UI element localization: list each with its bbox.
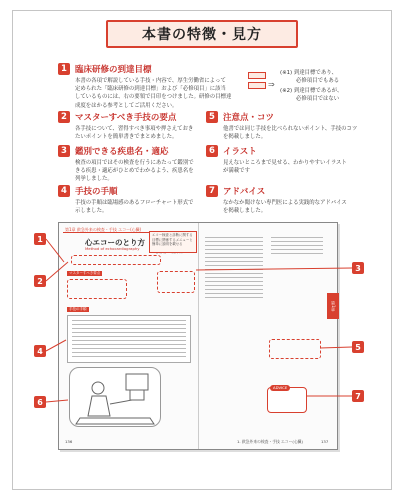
- sample-section-label: 第1章 救急外来の検査・手技 エコー(心臓): [65, 227, 142, 232]
- callout-5: 5: [352, 341, 364, 353]
- sample-page-number-right: 137: [321, 439, 329, 444]
- feature-number: 7: [206, 185, 218, 197]
- callout-2: 2: [34, 275, 46, 287]
- feature-item-7: [206, 184, 376, 215]
- doctor-patient-illustration: [70, 368, 161, 427]
- sample-points-box: [67, 279, 127, 299]
- sample-advice-box: [267, 387, 307, 413]
- sample-goal-box: エコー検査と診断に関する目標に関係するメニューと簡単に説明を載せる: [149, 231, 197, 253]
- sample-indication-box: [157, 271, 195, 293]
- callout-7: 7: [352, 390, 364, 402]
- sample-footer-right: 1. 救急外来の検査・手技 エコー(心臓): [237, 439, 303, 444]
- feature-item-3: [58, 144, 208, 184]
- feature-number: 5: [206, 111, 218, 123]
- sample-tag-points: マスターすべき要点: [69, 271, 101, 275]
- page-title-box: [106, 20, 298, 48]
- goal-badge-icon: [248, 72, 266, 79]
- feature-item-1: [58, 62, 238, 110]
- feature-number: 1: [58, 63, 70, 75]
- feature-item-4: [58, 184, 208, 215]
- feature-title: 鑑別できる疾患名・適応: [75, 146, 169, 157]
- feature-description: 手技の手順は臨場感のあるフローチャート形式で 示しました。: [75, 200, 194, 215]
- callout-4: 4: [34, 345, 46, 357]
- sample-chapter-tab: 第1章: [327, 293, 339, 319]
- spread-gutter: [198, 223, 199, 449]
- goal-note-2: (※2) 到達目標であるが、: [280, 88, 343, 94]
- arrow-right-icon: ⇒: [268, 80, 275, 89]
- callout-1: 1: [34, 233, 46, 245]
- feature-description: なかなか聞けない専門医による実践的なアドバイス を掲載しました。: [223, 200, 347, 215]
- feature-description: 他書では同じ手技を比べられないポイント、手技のコツ を掲載しました。: [223, 126, 358, 141]
- goal-badges: [248, 72, 268, 92]
- goal-legend: [244, 66, 386, 104]
- goal-note-2-detail: 必修項目ではない: [296, 96, 340, 102]
- feature-number: 4: [58, 185, 70, 197]
- sample-page-number-left: 136: [65, 439, 73, 444]
- goal-note-1: (※1) 到達目標であり、: [280, 70, 337, 76]
- sample-tag-steps: 手技の手順: [69, 307, 87, 311]
- sample-advice-label: ADVICE: [270, 385, 290, 391]
- sample-tips-box: [269, 339, 321, 359]
- sample-goal-marks: [71, 255, 161, 265]
- feature-description: 各手技について、習得すべき事項や押さえておき たいポイントを簡単書きでまとめました。: [75, 126, 194, 141]
- goal-badge-icon: [248, 82, 266, 89]
- feature-description: 見えないところまで見せる、わかりやすいイラスト が満載です: [223, 160, 347, 175]
- sample-lesson-subtitle: Method of echocardiography: [85, 246, 140, 251]
- sample-illustration: [69, 367, 161, 427]
- feature-description: 本書の各項で解説している手技・内容で、厚生労働省によって 定められた「臨床研修の到達目標」および「必修項目」に該当 しているものには、右の要領で目印をつけました。研修の目標達 成度をはかる参考としてご活用ください。: [75, 78, 232, 109]
- feature-title: 注意点・コツ: [223, 112, 275, 123]
- feature-title: マスターすべき手技の要点: [75, 112, 177, 123]
- sample-lesson-title: 心エコーのとり方: [85, 238, 145, 247]
- sample-right-column-2: [271, 237, 323, 277]
- feature-number: 2: [58, 111, 70, 123]
- callout-6: 6: [34, 396, 46, 408]
- feature-title: 臨床研修の到達目標: [75, 64, 152, 75]
- feature-item-2: [58, 110, 208, 141]
- goal-note-1-detail: 必修項目でもある: [296, 78, 340, 84]
- feature-item-5: [206, 110, 376, 141]
- callout-3: 3: [352, 262, 364, 274]
- feature-title: 手技の手順: [75, 186, 118, 197]
- page-title: 本書の特徴・見方: [142, 27, 262, 43]
- feature-title: アドバイス: [223, 186, 266, 197]
- feature-title: イラスト: [223, 146, 257, 157]
- sample-right-column-1: [205, 237, 263, 367]
- feature-number: 3: [58, 145, 70, 157]
- sample-page-spread: [58, 222, 338, 450]
- feature-item-6: [206, 144, 376, 175]
- feature-description: 検査の項目ではその検査を行うにあたって鑑別で きる疾患・適応がひとめでわかるよう、疾患名を 列挙しました。: [75, 160, 194, 183]
- sample-steps-box: [67, 315, 191, 363]
- feature-number: 6: [206, 145, 218, 157]
